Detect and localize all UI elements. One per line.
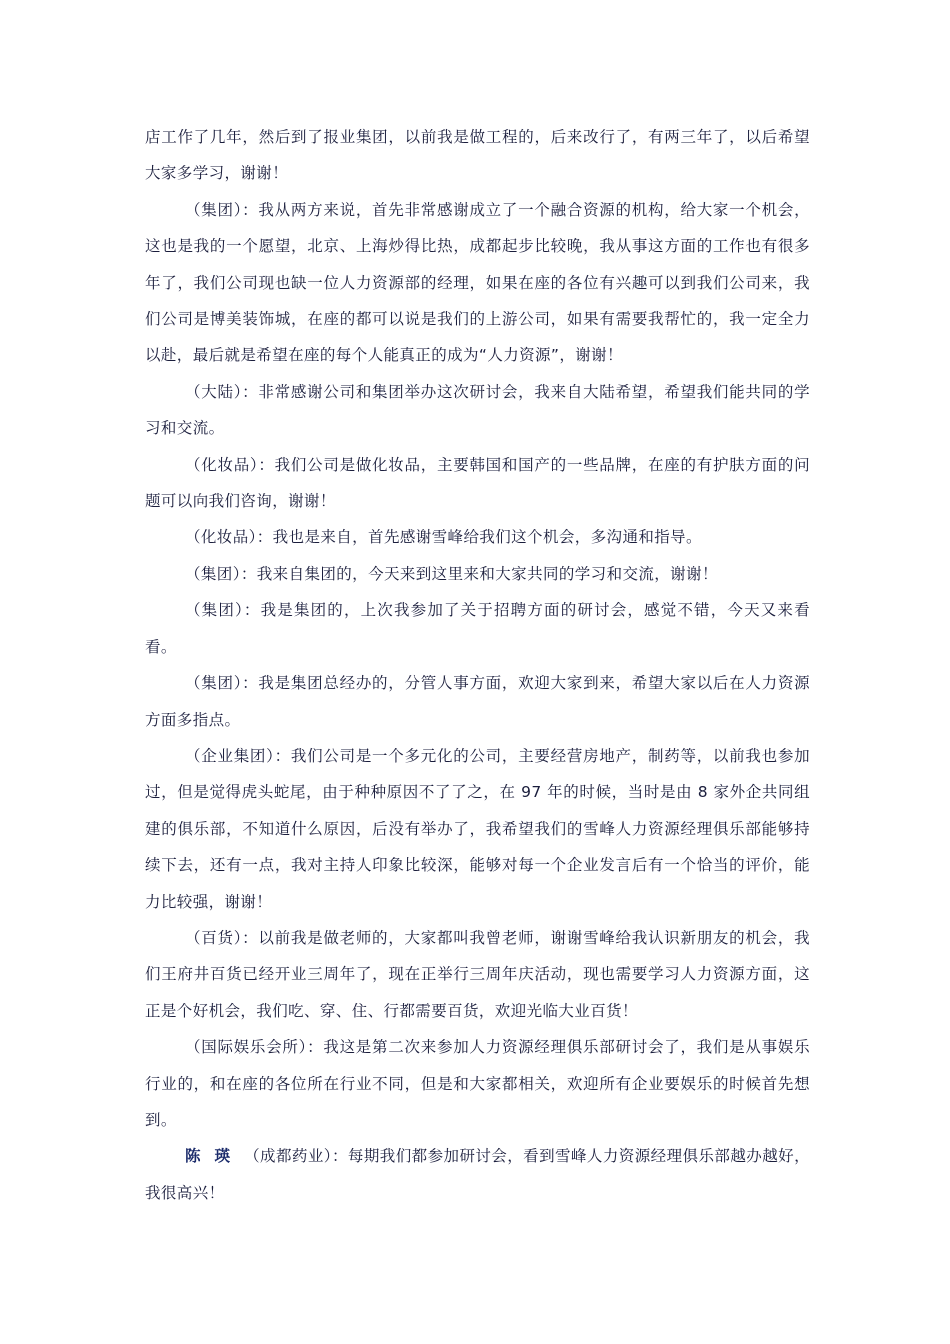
- paragraph-text: 店工作了几年，然后到了报业集团，以前我是做工程的，后来改行了，有两三年了，以后希望大家多学习，谢谢！: [145, 128, 810, 183]
- speaker-label: （集团）：: [185, 674, 259, 693]
- speech-paragraph: [145, 192, 810, 374]
- speech-paragraph: [145, 447, 810, 520]
- speaker-label: （化妆品）：: [185, 528, 273, 547]
- speech-paragraph: [145, 738, 810, 920]
- speech-text: 非常感谢公司和集团举办这次研讨会，我来自大陆希望，希望我们能共同的学习和交流。: [145, 382, 810, 438]
- speech-paragraph-named: [145, 1138, 810, 1211]
- speech-text: 我也是来自，首先感谢雪峰给我们这个机会，多沟通和指导。: [272, 528, 702, 547]
- speech-paragraph: [145, 374, 810, 447]
- speech-text: 每期我们都参加研讨会，看到雪峰人力资源经理俱乐部越办越好，我很高兴！: [145, 1147, 810, 1202]
- speech-paragraph: [145, 592, 810, 665]
- speaker-label: （集团）：: [185, 564, 257, 583]
- speaker-label: （企业集团）：: [185, 746, 291, 765]
- speaker-label: （集团）：: [185, 601, 261, 620]
- paragraph-continuation: [145, 119, 810, 192]
- speech-paragraph: [145, 556, 810, 592]
- speaker-label: （大陆）：: [185, 382, 259, 401]
- speech-text: 我们公司是一个多元化的公司，主要经营房地产，制药等，以前我也参加过，但是觉得虎头蛇尾，由于种种原因不了了之，在 97 年的时候，当时是由 8 家外企共同组建的俱乐部，不知道什么原因，后没有举办了，我希望我们的雪峰人力资源经理俱乐部能够持续下去，还有一点，我对主持人印象比较深，能够对每一个企业发言后有一个恰当的评价，能力比较强，谢谢！: [145, 746, 810, 911]
- speech-paragraph: [145, 519, 810, 555]
- speech-text: 以前我是做老师的，大家都叫我曾老师，谢谢雪峰给我认识新朋友的机会，我们王府井百货已经开业三周年了，现在正举行三周年庆活动，现也需要学习人力资源方面，这正是个好机会，我们吃、穿、住、行都需要百货，欢迎光临大业百货！: [145, 928, 810, 1020]
- speech-text: 我是集团总经办的，分管人事方面，欢迎大家到来，希望大家以后在人力资源方面多指点。: [145, 674, 810, 729]
- speech-paragraph: [145, 920, 810, 1029]
- speaker-label: （化妆品）：: [185, 455, 275, 474]
- speech-text: 我这是第二次来参加人力资源经理俱乐部研讨会了，我们是从事娱乐行业的，和在座的各位所在行业不同，但是和大家都相关，欢迎所有企业要娱乐的时候首先想到。: [145, 1038, 810, 1129]
- speaker-label: （成都药业）：: [244, 1147, 348, 1166]
- document-body: [145, 119, 810, 1211]
- speech-text: 我是集团的，上次我参加了关于招聘方面的研讨会，感觉不错，今天又来看看。: [145, 601, 810, 656]
- speech-text: 我从两方来说，首先非常感谢成立了一个融合资源的机构，给大家一个机会，这也是我的一个愿望，北京、上海炒得比热，成都起步比较晚，我从事这方面的工作也有很多年了，我们公司现也缺一位人力资源部的经理，如果在座的各位有兴趣可以到我们公司来，我们公司是博美装饰城，在座的都可以说是我们的上游公司，如果有需要我帮忙的，我一定全力以赴，最后就是希望在座的每个人能真正的成为“人力资源”，谢谢！: [145, 200, 810, 365]
- speaker-label: （国际娱乐会所）：: [185, 1038, 324, 1057]
- speaker-label: （集团）：: [185, 200, 259, 219]
- speaker-label: （百货）：: [185, 928, 259, 947]
- speaker-name: 陈瑛: [185, 1147, 245, 1166]
- speech-paragraph: [145, 665, 810, 738]
- speech-text: 我们公司是做化妆品，主要韩国和国产的一些品牌，在座的有护肤方面的问题可以向我们咨询，谢谢！: [145, 455, 811, 511]
- speech-paragraph: [145, 1029, 810, 1138]
- speech-text: 我来自集团的，今天来到这里来和大家共同的学习和交流，谢谢！: [256, 564, 718, 583]
